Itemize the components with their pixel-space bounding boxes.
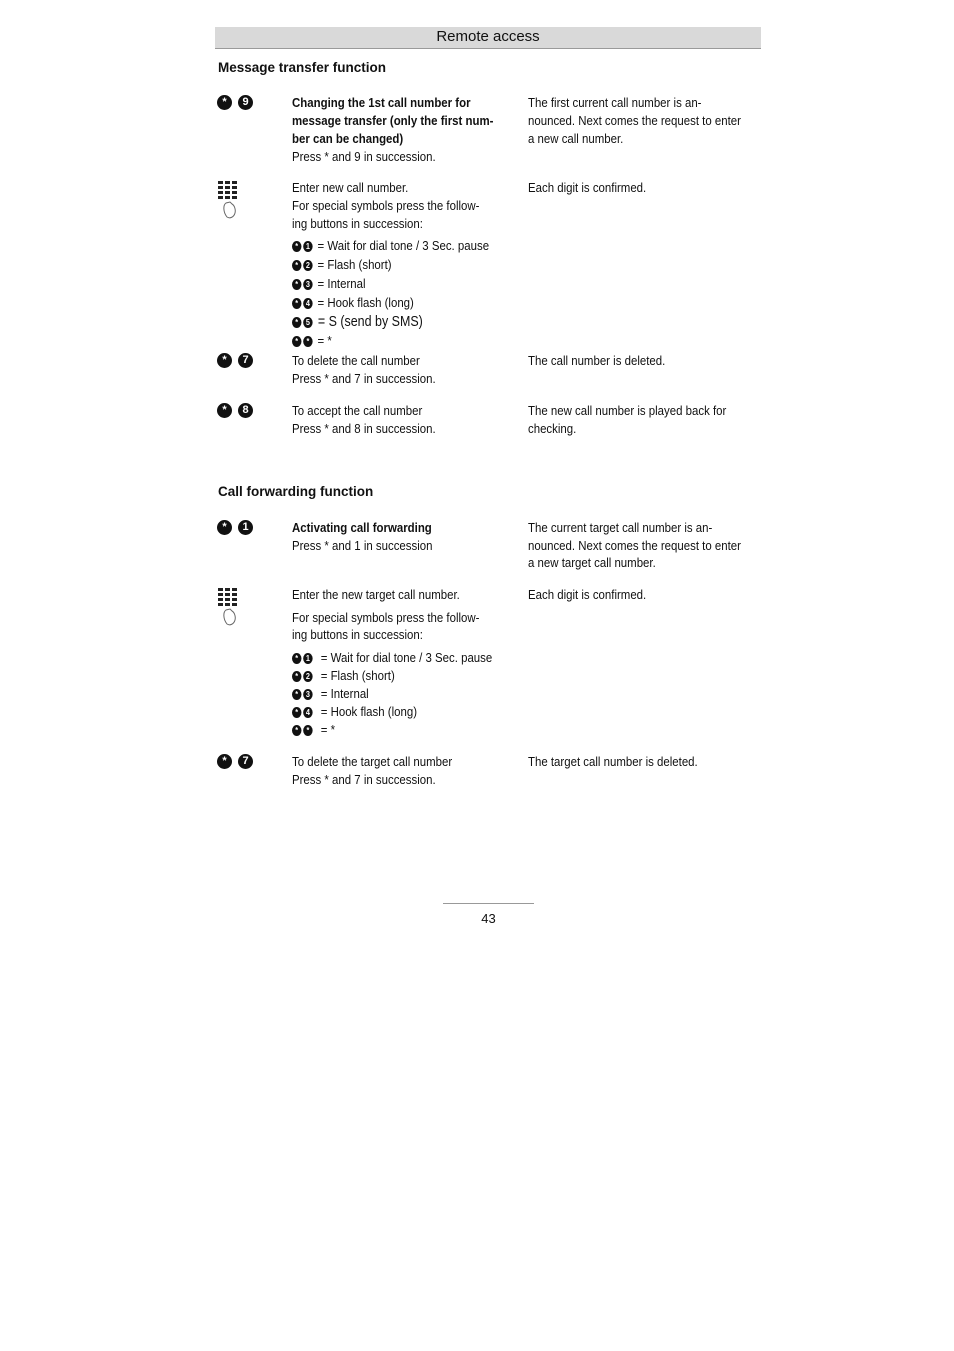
instruction <box>292 753 524 789</box>
result-line: The call number is deleted. <box>528 353 666 368</box>
star-key-icon: * <box>292 260 301 271</box>
symbol-meaning: = Wait for dial tone / 3 Sec. pause <box>320 650 493 665</box>
instruction <box>292 352 524 388</box>
instruction <box>292 179 524 351</box>
result-line: The target call number is deleted. <box>528 754 698 769</box>
header-bar <box>215 27 761 49</box>
result <box>528 586 760 604</box>
result-line: Each digit is confirmed. <box>528 587 647 602</box>
instruction-line: Press * and 7 in succession. <box>292 772 436 787</box>
instruction <box>292 402 524 438</box>
result-line: a new call number. <box>528 131 624 146</box>
result <box>528 179 760 197</box>
star-key-icon: * <box>292 671 301 682</box>
symbol-meaning: = Flash (short) <box>317 257 392 272</box>
instruction-text: Press * and 1 in succession <box>292 538 433 553</box>
star-key-icon: * <box>217 403 232 418</box>
result-line: a new target call number. <box>528 555 656 570</box>
one-key-icon: 1 <box>238 520 253 535</box>
symbol-line <box>292 313 524 332</box>
footer-divider <box>443 903 534 904</box>
symbol-meaning: = * <box>317 333 332 348</box>
page-number: 43 <box>481 911 496 926</box>
star-key-icon: * <box>217 520 232 535</box>
result-line: nounced. Next comes the request to enter <box>528 538 741 553</box>
result-line: Each digit is confirmed. <box>528 180 647 195</box>
symbol-line <box>292 721 524 739</box>
star-key-icon: * <box>292 725 301 736</box>
star-key-icon: * <box>292 336 301 347</box>
digit-key-icon: 4 <box>303 707 312 718</box>
star-key-icon: * <box>292 279 301 290</box>
star-key-icon: * <box>292 653 301 664</box>
keypad-icon <box>217 586 239 631</box>
star-key-icon: * <box>292 689 301 700</box>
instruction-line: Enter the new target call number. <box>292 587 460 602</box>
symbol-line <box>292 256 524 275</box>
instruction-line: To delete the call number <box>292 353 420 368</box>
instruction <box>292 94 524 166</box>
star-key-icon: * <box>217 353 232 368</box>
star-key-icon: * <box>292 241 301 252</box>
instruction-text: Press * and 9 in succession. <box>292 149 436 164</box>
result <box>528 94 760 148</box>
key-sequence <box>217 94 259 112</box>
result-line: The new call number is played back for <box>528 403 727 418</box>
symbol-meaning: = Wait for dial tone / 3 Sec. pause <box>317 238 490 253</box>
instruction-heading-line: ber can be changed) <box>292 131 404 146</box>
symbol-line <box>292 703 524 721</box>
result-line: checking. <box>528 421 577 436</box>
eight-key-icon: 8 <box>238 403 253 418</box>
digit-key-icon: 1 <box>303 241 312 252</box>
instruction-line: To delete the target call number <box>292 754 453 769</box>
instruction-heading-line: Changing the 1st call number for <box>292 95 471 110</box>
instruction-heading-line: message transfer (only the first num- <box>292 113 494 128</box>
key-sequence <box>217 519 259 537</box>
star-key-icon: * <box>303 336 312 347</box>
result-line: The current target call number is an- <box>528 520 713 535</box>
nine-key-icon: 9 <box>238 95 253 110</box>
digit-key-icon: 5 <box>303 317 312 328</box>
star-key-icon: * <box>292 317 301 328</box>
instruction <box>292 519 524 555</box>
digit-key-icon: 2 <box>303 671 312 682</box>
page-title: Remote access <box>436 28 540 45</box>
result <box>528 352 760 370</box>
key-sequence <box>217 753 259 771</box>
symbol-meaning: = S (send by SMS) <box>317 314 423 330</box>
keypad-icon <box>217 179 239 224</box>
instruction-line: ing buttons in succession: <box>292 627 423 642</box>
digit-key-icon: 4 <box>303 298 312 309</box>
star-key-icon: * <box>217 754 232 769</box>
symbol-line <box>292 294 524 313</box>
instruction-line: Press * and 7 in succession. <box>292 371 436 386</box>
symbol-meaning: = Hook flash (long) <box>317 295 414 310</box>
symbol-line <box>292 332 524 351</box>
symbol-line <box>292 275 524 294</box>
instruction-line: Enter new call number. <box>292 180 409 195</box>
star-key-icon: * <box>292 707 301 718</box>
instruction-line: Press * and 8 in succession. <box>292 421 436 436</box>
symbol-line <box>292 237 524 256</box>
instruction-line: To accept the call number <box>292 403 423 418</box>
symbol-meaning: = Internal <box>317 276 366 291</box>
result <box>528 519 760 572</box>
instruction <box>292 586 524 739</box>
digit-key-icon: 2 <box>303 260 312 271</box>
symbol-line <box>292 685 524 703</box>
result-line: nounced. Next comes the request to enter <box>528 113 741 128</box>
instruction-heading: Activating call forwarding <box>292 520 432 535</box>
key-sequence <box>217 402 259 420</box>
section-title-call-forwarding: Call forwarding function <box>218 484 374 499</box>
section-title-message-transfer: Message transfer function <box>218 60 387 75</box>
symbol-meaning: = Flash (short) <box>320 668 395 683</box>
digit-key-icon: 3 <box>303 279 312 290</box>
result <box>528 402 760 438</box>
result <box>528 753 760 771</box>
digit-key-icon: 3 <box>303 689 312 700</box>
instruction-line: For special symbols press the follow- <box>292 198 480 213</box>
star-key-icon: * <box>292 298 301 309</box>
digit-key-icon: 1 <box>303 653 312 664</box>
seven-key-icon: 7 <box>238 353 253 368</box>
result-line: The first current call number is an- <box>528 95 702 110</box>
symbol-line <box>292 649 524 667</box>
instruction-line: ing buttons in succession: <box>292 216 423 231</box>
key-sequence <box>217 352 259 370</box>
symbol-line <box>292 667 524 685</box>
symbol-meaning: = Internal <box>320 686 369 701</box>
star-key-icon: * <box>303 725 312 736</box>
instruction-line: For special symbols press the follow- <box>292 610 480 625</box>
symbol-meaning: = Hook flash (long) <box>320 704 418 719</box>
star-key-icon: * <box>217 95 232 110</box>
symbol-meaning: = * <box>320 722 336 737</box>
seven-key-icon: 7 <box>238 754 253 769</box>
